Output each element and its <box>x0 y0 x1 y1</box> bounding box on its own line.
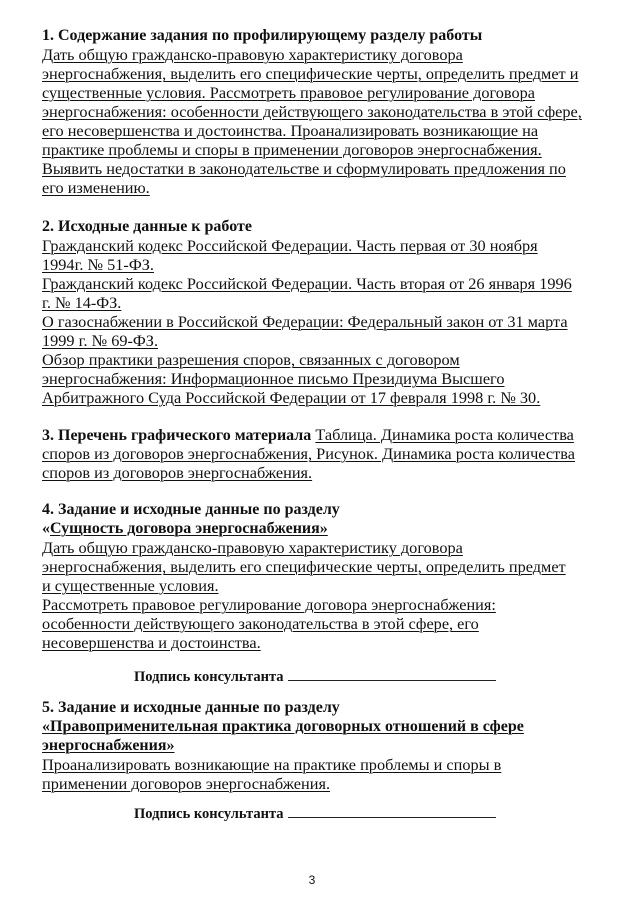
section-4-line: энергоснабжения, выделить его специфические черты, определить предмет <box>42 557 566 576</box>
section-3-line: Таблица. Динамика роста количества <box>315 425 574 444</box>
section-1-heading: 1. Содержание задания по профилирующему разделу работы <box>42 27 483 44</box>
section-1-line: Дать общую гражданско-правовую характеристику договора <box>42 45 463 64</box>
source-line: Обзор практики разрешения споров, связанных с договором <box>42 350 460 369</box>
source-line: г. № 14-ФЗ. <box>42 293 122 312</box>
section-3-line: споров из договоров энергоснабжения, Рисунок. Динамика роста количества <box>42 444 575 463</box>
section-4-line: Дать общую гражданско-правовую характеристику договора <box>42 538 463 557</box>
section-4-title: Сущность договора энергоснабжения» <box>50 520 328 537</box>
section-1 <box>42 26 612 197</box>
section-3-heading: 3. Перечень графического материала <box>42 427 312 444</box>
section-5-title: энергоснабжения» <box>42 737 175 754</box>
section-1-line: Выявить недостатки в законодательстве и сформулировать предложения по <box>42 159 566 178</box>
section-2 <box>42 217 612 407</box>
signature-line <box>288 666 496 681</box>
section-5-title: «Правоприменительная практика договорных отношений в сфере <box>42 718 524 735</box>
section-1-line: энергоснабжения, выделить его специфические черты, определить предмет и <box>42 64 579 83</box>
section-1-line: практике проблемы и споры в применении договоров энергоснабжения. <box>42 140 542 159</box>
consultant-signature-5 <box>42 803 612 822</box>
section-5-line: Проанализировать возникающие на практике проблемы и споры в <box>42 755 502 774</box>
source-line: Арбитражного Суда Российской Федерации от 17 февраля 1998 г. № 30. <box>42 388 541 407</box>
source-line: 1994г. № 51-ФЗ. <box>42 255 154 274</box>
section-4-line: и существенные условия. <box>42 576 219 595</box>
source-line: О газоснабжении в Российской Федерации: Федеральный закон от 31 марта <box>42 312 568 331</box>
section-5-line: применении договоров энергоснабжения. <box>42 774 331 793</box>
source-line: Гражданский кодекс Российской Федерации. Часть первая от 30 ноября <box>42 236 538 255</box>
section-1-line: его несовершенства и достоинства. Проанализировать возникающие на <box>42 121 539 140</box>
section-4-line: Рассмотреть правовое регулирование договора энергоснабжения: <box>42 595 496 614</box>
section-4-title-quote: « <box>42 520 50 537</box>
section-4 <box>42 500 612 685</box>
section-3-line: споров из договоров энергоснабжения. <box>42 463 313 482</box>
source-line: Гражданский кодекс Российской Федерации. Часть вторая от 26 января 1996 <box>42 274 572 293</box>
section-4-line: несовершенства и достоинства. <box>42 633 261 652</box>
signature-label: Подпись консультанта <box>134 669 284 685</box>
section-1-line: энергоснабжения: особенности действующего законодательства в этой сфере, <box>42 102 582 121</box>
section-5-heading: 5. Задание и исходные данные по разделу <box>42 699 340 716</box>
section-4-line: особенности действующего законодательства в этой сфере, его <box>42 614 479 633</box>
source-line: энергоснабжения: Информационное письмо Президиума Высшего <box>42 369 505 388</box>
source-line: 1999 г. № 69-ФЗ. <box>42 331 159 350</box>
section-1-line: существенные условия. Рассмотреть правовое регулирование договора <box>42 83 535 102</box>
signature-label: Подпись консультанта <box>134 806 284 822</box>
section-2-heading: 2. Исходные данные к работе <box>42 218 252 235</box>
signature-line <box>288 803 496 818</box>
section-3 <box>42 425 612 482</box>
consultant-signature-4 <box>42 666 612 685</box>
section-5 <box>42 698 612 822</box>
page-number: 3 <box>308 873 316 887</box>
section-1-line: его изменению. <box>42 178 150 197</box>
section-4-heading: 4. Задание и исходные данные по разделу <box>42 501 340 518</box>
document-page <box>42 26 612 822</box>
